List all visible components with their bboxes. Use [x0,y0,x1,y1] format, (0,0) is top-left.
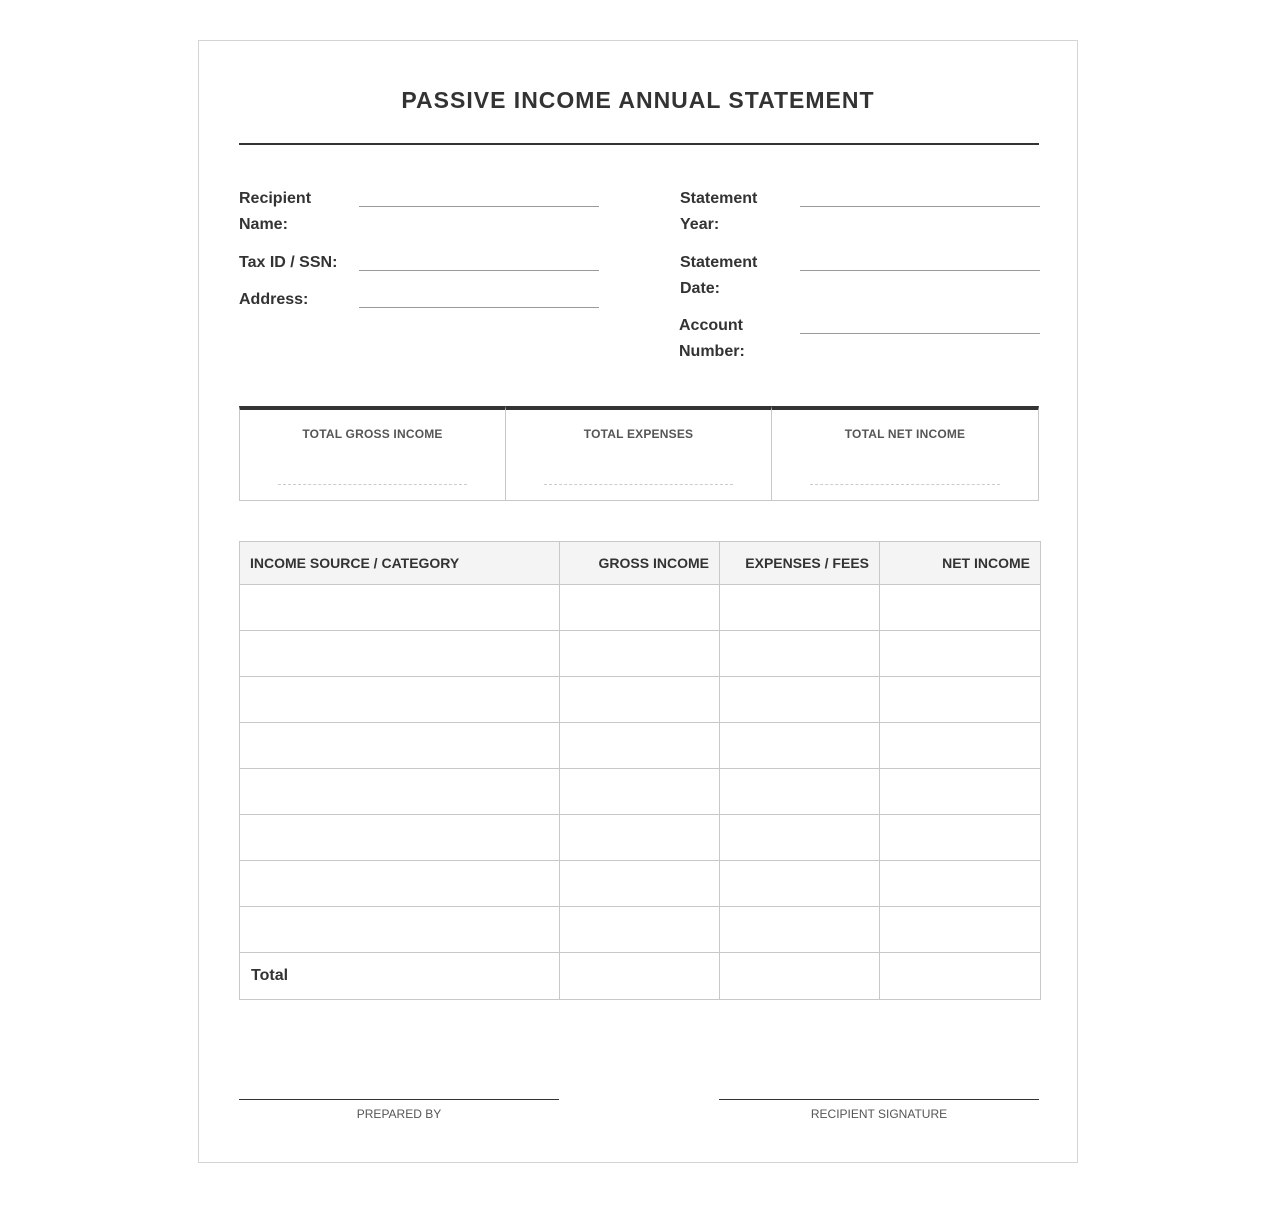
expenses-fees-cell[interactable] [720,815,880,861]
total-net-income-cell[interactable] [880,953,1041,1000]
net-income-cell[interactable] [880,723,1041,769]
income-table [239,541,1041,1000]
income-source-cell[interactable] [240,861,560,907]
prepared-by-label: PREPARED BY [356,1107,442,1121]
summary-expenses-value[interactable] [544,484,733,485]
prepared-by-signature [239,1099,559,1121]
tax-id-input[interactable] [359,270,599,271]
statement-year-field [680,186,1040,238]
statement-date-field [680,250,1040,302]
account-number-input[interactable] [800,333,1040,334]
income-source-cell[interactable] [240,723,560,769]
net-income-cell[interactable] [880,815,1041,861]
table-row [240,861,1041,907]
column-header-income-source: INCOME SOURCE / CATEGORY [240,542,560,585]
table-row [240,631,1041,677]
gross-income-cell[interactable] [560,861,720,907]
recipient-signature-label: RECIPIENT SIGNATURE [810,1107,948,1121]
gross-income-cell[interactable] [560,631,720,677]
table-header-row [240,542,1041,585]
gross-income-cell[interactable] [560,677,720,723]
net-income-cell[interactable] [880,631,1041,677]
summary-gross-income-label: TOTAL GROSS INCOME [302,427,443,441]
total-gross-income-cell[interactable] [560,953,720,1000]
income-source-cell[interactable] [240,769,560,815]
summary-gross-income [239,406,506,501]
recipient-signature [719,1099,1039,1121]
statement-year-label: Statement Year: [680,190,758,233]
expenses-fees-cell[interactable] [720,585,880,631]
tax-id-label: Tax ID / SSN: [239,254,338,271]
net-income-cell[interactable] [880,677,1041,723]
gross-income-cell[interactable] [560,815,720,861]
table-row [240,677,1041,723]
gross-income-cell[interactable] [560,585,720,631]
expenses-fees-cell[interactable] [720,677,880,723]
table-row [240,815,1041,861]
gross-income-cell[interactable] [560,723,720,769]
table-row [240,723,1041,769]
expenses-fees-cell[interactable] [720,631,880,677]
table-total-row [240,953,1041,1000]
summary-expenses-label: TOTAL EXPENSES [583,427,694,441]
title-divider [239,143,1039,145]
statement-date-label: Statement Date: [680,254,758,297]
address-label: Address: [239,291,309,308]
income-source-cell[interactable] [240,677,560,723]
total-label-cell: Total [240,953,560,1000]
net-income-cell[interactable] [880,861,1041,907]
summary-expenses [505,406,772,501]
column-header-net-income: NET INCOME [880,542,1041,585]
statement-page [198,40,1078,1163]
net-income-cell[interactable] [880,585,1041,631]
total-expenses-fees-cell[interactable] [720,953,880,1000]
address-field [239,287,599,313]
address-input[interactable] [359,307,599,308]
page-title: PASSIVE INCOME ANNUAL STATEMENT [401,87,875,113]
gross-income-cell[interactable] [560,907,720,953]
income-source-cell[interactable] [240,815,560,861]
statement-date-input[interactable] [800,270,1040,271]
income-source-cell[interactable] [240,631,560,677]
gross-income-cell[interactable] [560,769,720,815]
recipient-name-label: Recipient Name: [239,190,312,233]
table-row [240,769,1041,815]
summary-gross-income-value[interactable] [278,484,467,485]
tax-id-field [239,250,599,276]
income-source-cell[interactable] [240,907,560,953]
table-row [240,585,1041,631]
expenses-fees-cell[interactable] [720,723,880,769]
summary-net-income-value[interactable] [810,484,1000,485]
account-number-field [679,313,1039,365]
prepared-by-signature-line[interactable] [239,1099,559,1100]
recipient-name-input[interactable] [359,206,599,207]
income-source-cell[interactable] [240,585,560,631]
net-income-cell[interactable] [880,907,1041,953]
expenses-fees-cell[interactable] [720,769,880,815]
summary-section [239,406,1039,501]
table-row [240,907,1041,953]
column-header-expenses-fees: EXPENSES / FEES [720,542,880,585]
recipient-signature-line[interactable] [719,1099,1039,1100]
summary-net-income [771,406,1039,501]
net-income-cell[interactable] [880,769,1041,815]
column-header-gross-income: GROSS INCOME [560,542,720,585]
summary-net-income-label: TOTAL NET INCOME [844,427,966,441]
statement-year-input[interactable] [800,206,1040,207]
account-number-label: Account Number: [679,317,745,360]
recipient-name-field [239,186,599,238]
expenses-fees-cell[interactable] [720,861,880,907]
expenses-fees-cell[interactable] [720,907,880,953]
